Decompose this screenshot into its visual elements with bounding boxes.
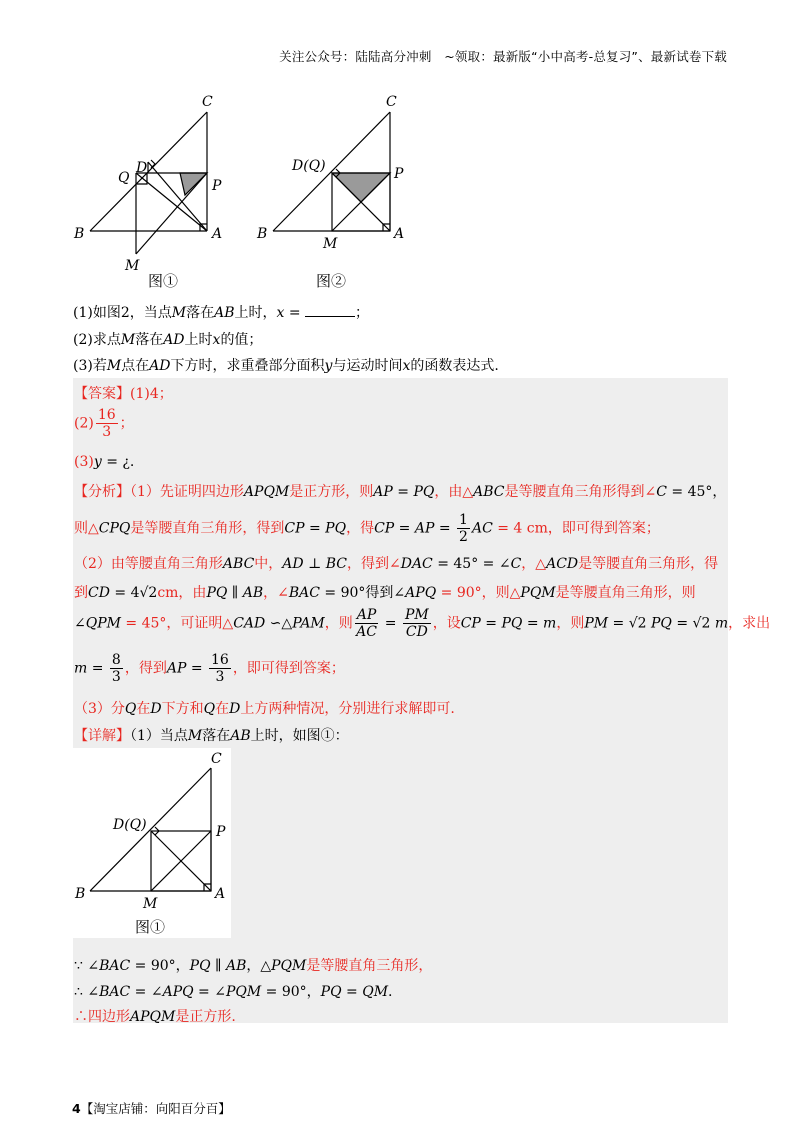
- svg-text:M: M: [323, 236, 338, 252]
- svg-text:M: M: [143, 896, 158, 912]
- analysis-line-6: m = $\frac{8}{3}$ ，得到AP = $\frac{16}{3}$ ，即可得到答案；: [74, 652, 345, 685]
- shop-name: 【淘宝店铺：向阳百分百】: [80, 1101, 231, 1116]
- detail-figure: [73, 748, 233, 943]
- svg-text:B: B: [74, 226, 85, 242]
- page-footer: [72, 1099, 231, 1117]
- question-2: (2)求点M落在AD上时x的值；: [73, 332, 263, 348]
- detail-line-1: 【详解】（1）当点M落在AB上时，如图①：: [74, 728, 349, 744]
- svg-text:P: P: [216, 824, 226, 840]
- svg-text:A: A: [212, 226, 223, 242]
- svg-text:C: C: [202, 94, 213, 110]
- analysis-line-5: ∠QPM = 45°，可证明△CAD ∽△PAM，则 $\frac{AP}{AC}$ = $\frac{PM}{CD}$ ，设CP = PQ = m，则PM = √2 PQ = √2 m，求出: [74, 607, 771, 640]
- problem-figures: [70, 92, 410, 292]
- answer-line-2: (2) $\frac{16}{3}$ ；: [74, 407, 134, 440]
- analysis-line-4: 到CD = 4√2cm，由PQ ∥ AB，∠BAC = 90°得到∠APQ = 90°，则△PQM是等腰直角三角形，则: [74, 585, 696, 601]
- answer-line-1: 【答案】(1)4；: [74, 386, 173, 402]
- figure-1-caption: 图①: [148, 272, 179, 290]
- shaded-triangle-1: [180, 173, 207, 195]
- svg-text:P: P: [394, 166, 404, 182]
- svg-text:B: B: [75, 886, 86, 902]
- svg-text:A: A: [394, 226, 405, 242]
- question-3: (3)若M点在AD下方时，求重叠部分面积y与运动时间x的函数表达式.: [73, 358, 499, 374]
- segment-DA: [148, 162, 207, 231]
- answer-blank[interactable]: [305, 304, 355, 317]
- svg-text:C: C: [211, 751, 222, 767]
- page-header: 关注公众号：陆陆高分冲刺 ~领取：最新版“小中高考-总复习”、最新试卷下载: [279, 49, 727, 64]
- svg-text:M: M: [125, 258, 140, 274]
- page-number: 4: [72, 1101, 81, 1116]
- figure-2-caption: 图②: [316, 272, 347, 290]
- svg-text:D: D: [136, 160, 148, 176]
- svg-text:P: P: [212, 178, 222, 194]
- answer-line-3: (3)y = ¿.: [74, 454, 135, 470]
- shaded-triangle-2: [332, 173, 390, 202]
- svg-text:D(Q): D(Q): [292, 158, 326, 174]
- svg-text:D(Q): D(Q): [113, 817, 147, 833]
- analysis-line-3: （2）由等腰直角三角形ABC中，AD ⊥ BC，得到∠DAC = 45° = ∠C，△ACD是等腰直角三角形，得: [74, 556, 719, 572]
- analysis-line-1: 【分析】（1）先证明四边形APQM是正方形，则AP = PQ，由△ABC是等腰直角三角形得到∠C = 45°，: [74, 484, 727, 500]
- figure-1: [90, 112, 207, 254]
- figure-2: [273, 112, 390, 231]
- question-1: (1)如图2，当点M落在AB上时，x = ；: [73, 305, 370, 321]
- analysis-line-7: （3）分Q在D下方和Q在D上方两种情况，分别进行求解即可.: [74, 701, 455, 717]
- analysis-line-2: 则△CPQ是等腰直角三角形，得到CP = PQ，得CP = AP = $\frac{1}{2}$ AC = 4 cm，即可得到答案；: [74, 512, 660, 545]
- svg-text:图①: 图①: [135, 918, 166, 936]
- detail-step-3: ∴四边形APQM是正方形.: [74, 1009, 236, 1025]
- detail-step-2: ∴ ∠BAC = ∠APQ = ∠PQM = 90°，PQ = QM.: [74, 984, 393, 1000]
- segment-PM: [136, 173, 207, 254]
- svg-text:C: C: [386, 94, 397, 110]
- detail-step-1: ∵ ∠BAC = 90°，PQ ∥ AB，△PQM是等腰直角三角形，: [74, 958, 433, 974]
- svg-text:Q: Q: [118, 170, 130, 186]
- svg-text:A: A: [215, 886, 226, 902]
- svg-text:B: B: [257, 226, 268, 242]
